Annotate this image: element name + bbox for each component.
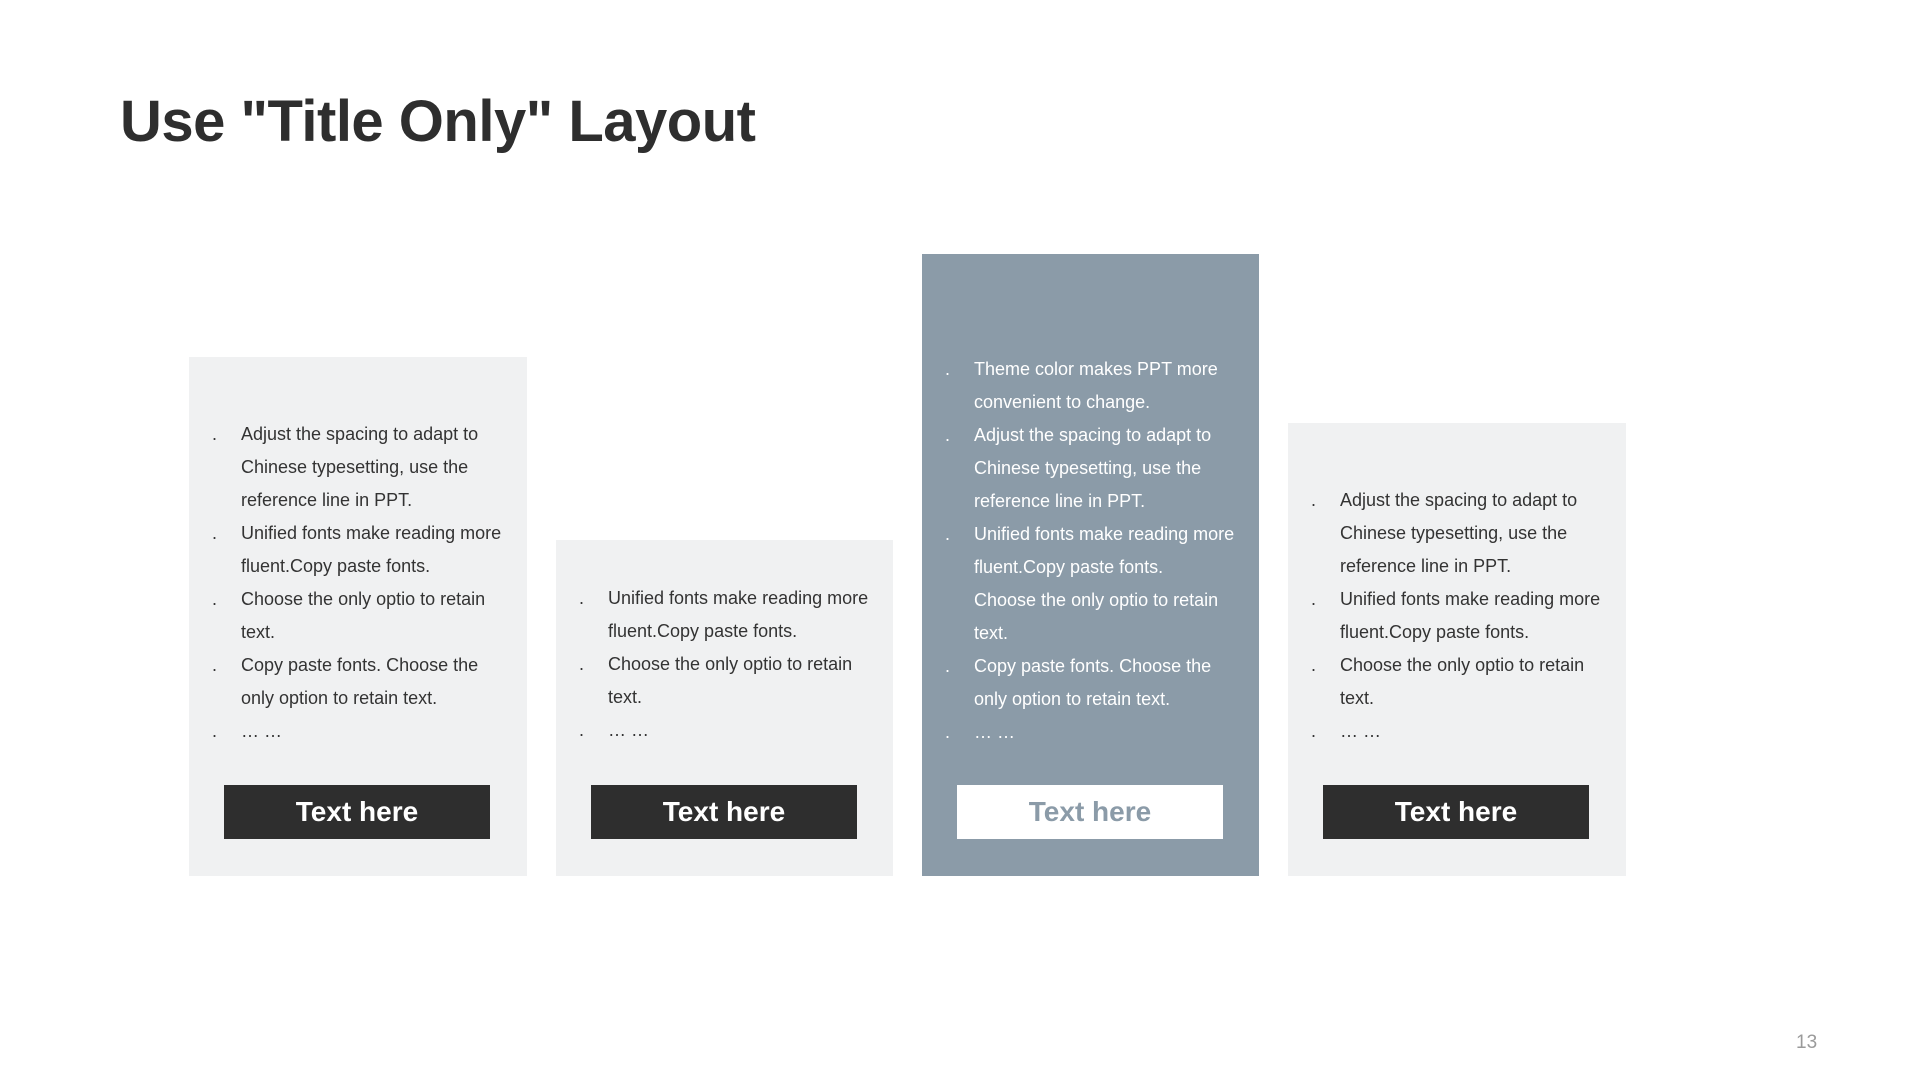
bullet-dot: .	[1311, 589, 1317, 609]
bullet-text: Unified fonts make reading more fluent.Copy paste fonts.	[241, 523, 502, 576]
bullet-text: Unified fonts make reading more fluent.Copy paste fonts.	[974, 524, 1235, 577]
card-1	[189, 357, 527, 876]
bullet-dot: .	[945, 722, 951, 742]
card-2-bullet-list	[556, 582, 893, 747]
bullet-text: Unified fonts make reading more fluent.Copy paste fonts.	[608, 588, 869, 641]
card-1-bullet-list	[189, 418, 527, 748]
bullet-item	[556, 582, 893, 648]
bullet-item	[922, 584, 1259, 650]
bullet-dot: .	[1311, 655, 1317, 675]
bullet-item	[189, 583, 527, 649]
bullet-text: Choose the only optio to retain text.	[608, 654, 853, 707]
bullet-dot: .	[579, 720, 585, 740]
bullet-dot: .	[945, 524, 951, 544]
bullet-item	[922, 518, 1259, 584]
bullet-text: Copy paste fonts. Choose the only option to retain text.	[974, 656, 1212, 709]
bullet-item	[1288, 484, 1626, 583]
card-1-text-here-button[interactable]: Text here	[224, 785, 490, 839]
slide-title: Use "Title Only" Layout	[120, 89, 756, 154]
bullet-dot: .	[212, 589, 218, 609]
bullet-text: Choose the only optio to retain text.	[241, 589, 486, 642]
bullet-text: Copy paste fonts. Choose the only option to retain text.	[241, 655, 479, 708]
bullet-text: Theme color makes PPT more convenient to change.	[974, 359, 1218, 412]
bullet-dot: .	[945, 425, 951, 445]
bullet-item	[922, 716, 1259, 749]
card-4-bullet-list	[1288, 484, 1626, 748]
bullet-item	[189, 715, 527, 748]
bullet-item	[189, 649, 527, 715]
bullet-item	[556, 714, 893, 747]
card-3-text-here-button[interactable]: Text here	[957, 785, 1223, 839]
bullet-dot: .	[579, 588, 585, 608]
bullet-text: … …	[974, 722, 1016, 742]
bullet-item	[189, 517, 527, 583]
card-4-text-here-button[interactable]: Text here	[1323, 785, 1589, 839]
bullet-text: … …	[241, 721, 283, 741]
bullet-dot: .	[212, 655, 218, 675]
bullet-text: Unified fonts make reading more fluent.Copy paste fonts.	[1340, 589, 1601, 642]
bullet-item	[922, 419, 1259, 518]
bullet-dot: .	[212, 721, 218, 741]
bullet-dot: .	[579, 654, 585, 674]
bullet-item	[1288, 583, 1626, 649]
card-3-bullet-list	[922, 353, 1259, 749]
bullet-text: … …	[1340, 721, 1382, 741]
bullet-text: Choose the only optio to retain text.	[974, 590, 1219, 643]
page-number: 13	[1796, 1032, 1818, 1053]
bullet-text: Adjust the spacing to adapt to Chinese typesetting, use the reference line in PPT.	[974, 425, 1212, 511]
bullet-dot: .	[212, 523, 218, 543]
bullet-item	[922, 353, 1259, 419]
bullet-text: Choose the only optio to retain text.	[1340, 655, 1585, 708]
bullet-item	[922, 650, 1259, 716]
bullet-dot: .	[1311, 490, 1317, 510]
bullet-dot: .	[945, 656, 951, 676]
card-3	[922, 254, 1259, 876]
bullet-dot: .	[212, 424, 218, 444]
bullet-text: Adjust the spacing to adapt to Chinese typesetting, use the reference line in PPT.	[1340, 490, 1578, 576]
bullet-item	[556, 648, 893, 714]
card-4	[1288, 423, 1626, 876]
bullet-text: … …	[608, 720, 650, 740]
bullet-dot: .	[945, 359, 951, 379]
bullet-text: Adjust the spacing to adapt to Chinese typesetting, use the reference line in PPT.	[241, 424, 479, 510]
bullet-item	[1288, 649, 1626, 715]
card-2	[556, 540, 893, 876]
card-2-text-here-button[interactable]: Text here	[591, 785, 857, 839]
bullet-dot: .	[1311, 721, 1317, 741]
bullet-item	[1288, 715, 1626, 748]
bullet-item	[189, 418, 527, 517]
